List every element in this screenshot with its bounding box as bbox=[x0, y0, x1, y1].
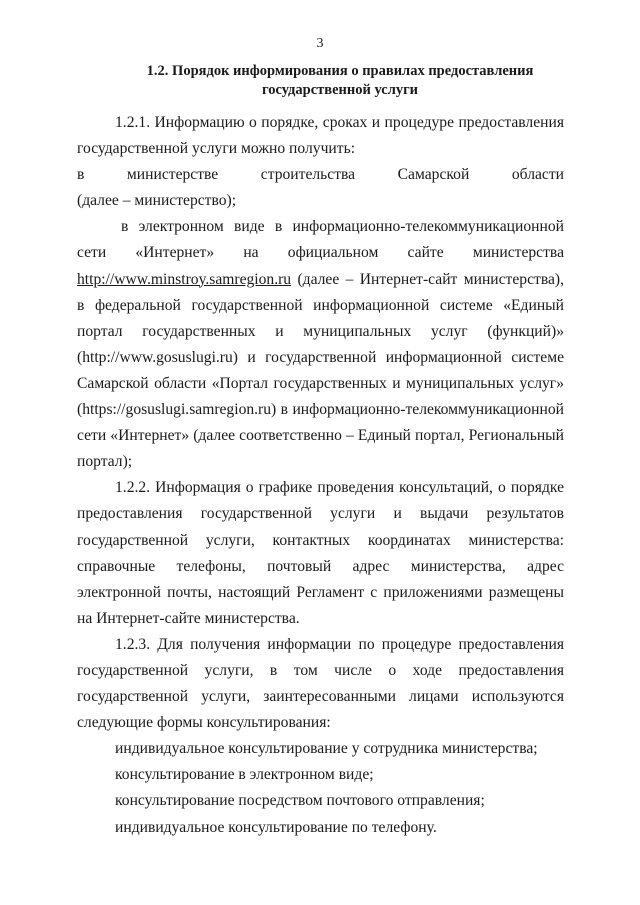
page-number: 3 bbox=[316, 36, 324, 51]
list-item: индивидуальное консультирование у сотрудника министерства; bbox=[115, 740, 538, 758]
document-body bbox=[77, 110, 564, 841]
paragraph-electronic-post: (далее – Интернет-сайт министерства), в федеральной государственной информационной системе «Единый портал государственных и муниципальных услуг (функций)» (http://www.gosuslugi.ru) и государственной информационной системе Самарской области «Портал государственных и муниципальных услуг» (https://gosuslugi.samregion.ru) в информационно-телекоммуникационной сети «Интернет» (далее соответственно – Единый портал, Региональный портал); bbox=[77, 270, 564, 471]
list-item: консультирование в электронном виде; bbox=[115, 766, 374, 784]
paragraph-ministry-line2: (далее – министерство); bbox=[77, 192, 237, 210]
paragraph-electronic-pre: в электронном виде в информационно-телекоммуникационной сети «Интернет» на официальном сайте министерства bbox=[77, 218, 564, 262]
paragraph-1-2-1: 1.2.1. Информацию о порядке, сроках и процедуре предоставления государственной услуги можно получить: bbox=[77, 114, 564, 158]
list-item: индивидуальное консультирование по телефону. bbox=[115, 818, 437, 836]
paragraph-electronic bbox=[77, 214, 564, 475]
paragraph-ministry-line1: в министерстве строительства Самарской области bbox=[77, 166, 564, 184]
ministry-website-link[interactable]: http://www.minstroy.samregion.ru bbox=[77, 270, 292, 288]
paragraph-1-2-2: 1.2.2. Информация о графике проведения консультаций, о порядке предоставления государственной услуги и выдачи результатов государственной услуги, контактных координатах министерства: справочные телефоны, почтовый адрес министерства, адрес электронной почты, настоящий Регламент с приложениями размещены на Интернет-сайте министерства. bbox=[77, 479, 564, 627]
list-item: консультирование посредством почтового отправления; bbox=[115, 792, 485, 810]
section-title: 1.2. Порядок информирования о правилах предоставления государственной услуги bbox=[146, 63, 534, 98]
paragraph-1-2-3: 1.2.3. Для получения информации по процедуре предоставления государственной услуги, в том числе о ходе предоставления государственной услуги, заинтересованными лицами используются следующие формы консультирования: bbox=[77, 635, 564, 732]
